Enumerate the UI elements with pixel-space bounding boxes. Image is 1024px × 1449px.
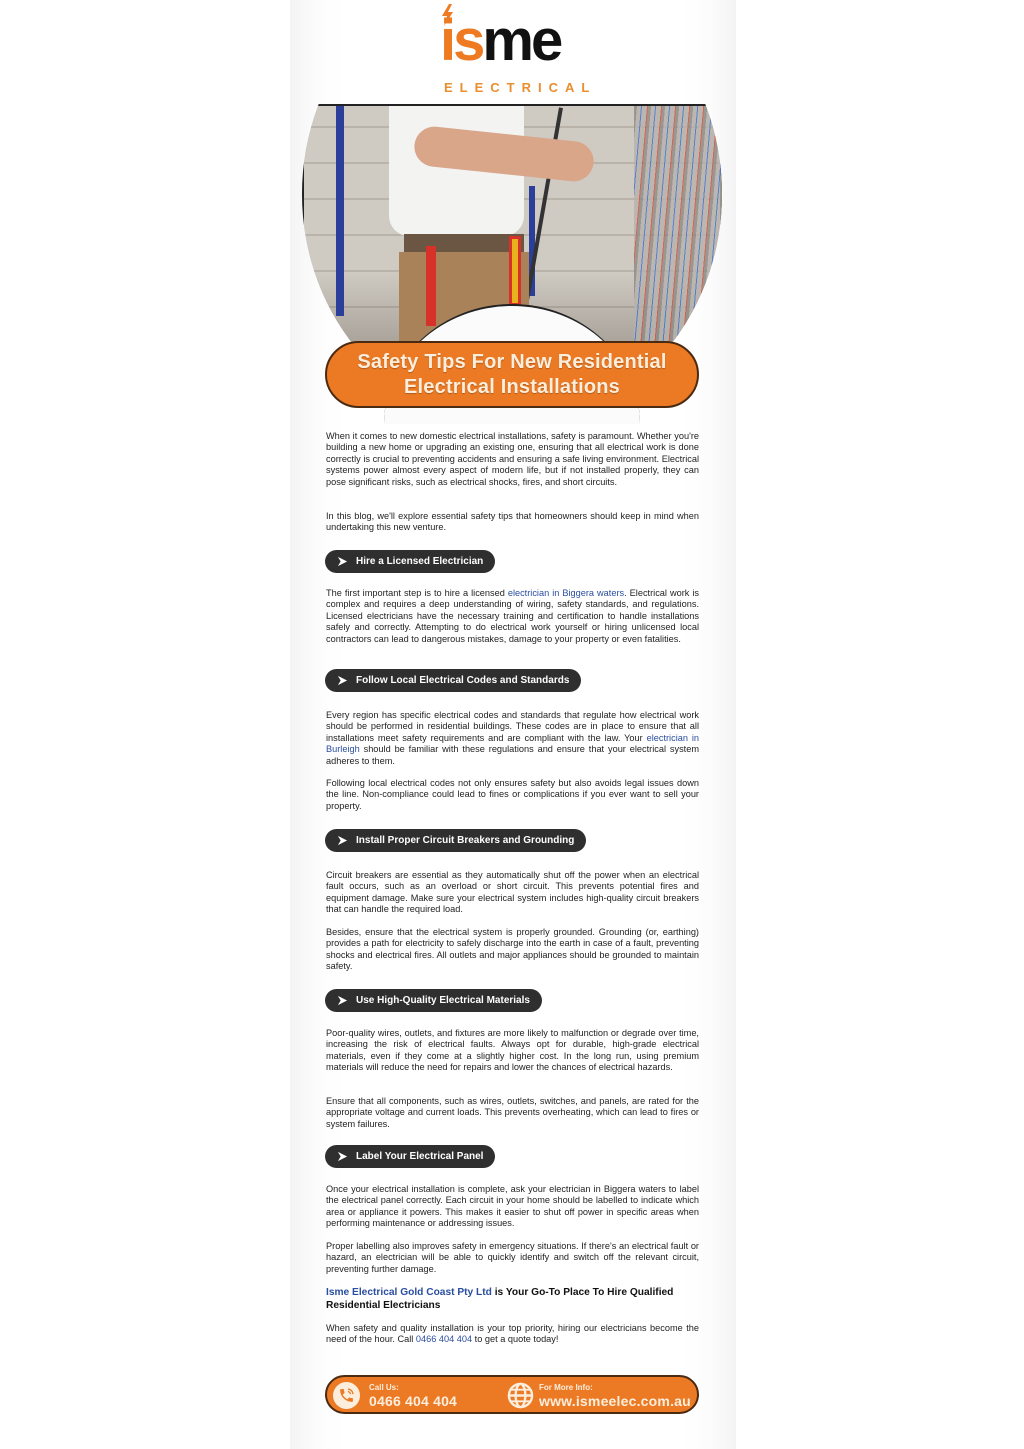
section-3-paragraph-1: Circuit breakers are essential as they automatically shut off the power when an electrical fault occurs, such as an overload or short circuit. This prevents potential fires and equipment damage. Make sure your electrical system includes high-quality circuit breakers that can handle the required load. bbox=[326, 870, 699, 915]
page-title-line-2: Electrical Installations bbox=[404, 375, 620, 398]
page-title-banner bbox=[325, 341, 699, 408]
link-electrician-biggera-waters[interactable]: electrician in Biggera waters bbox=[507, 588, 625, 598]
isme-electrical-logo bbox=[440, 4, 597, 96]
section-heading-circuit-breakers-grounding: Install Proper Circuit Breakers and Grounding bbox=[325, 829, 586, 852]
logo-wordmark: isme bbox=[440, 8, 561, 73]
footer-website-link[interactable]: www.ismeelec.com.au bbox=[539, 1393, 691, 1409]
chevron-right-icon bbox=[337, 1151, 348, 1162]
globe-icon bbox=[507, 1382, 534, 1409]
link-electrician-burleigh[interactable]: electrician in Burleigh bbox=[326, 732, 699, 755]
section-5-paragraph-1: Once your electrical installation is complete, ask your electrician in Biggera waters to label the electrical panel correctly. Each circuit in your home should be labelled to indicate which area or appliance it powers. This makes it easier to shut off power in specific areas when performing maintenance or addressing issues. bbox=[326, 1184, 699, 1229]
section-heading-label-electrical-panel: Label Your Electrical Panel bbox=[325, 1145, 495, 1168]
section-2-paragraph-2: Following local electrical codes not only ensures safety but also avoids legal issues down the line. Non-compliance could lead to fines or complications if you ever want to sell your property. bbox=[326, 778, 699, 811]
section-heading-hire-licensed-electrician: Hire a Licensed Electrician bbox=[325, 550, 495, 573]
section-3-paragraph-2: Besides, ensure that the electrical system is properly grounded. Grounding (or, earthing) provides a path for electricity to safely discharge into the earth in case of a fault, preventing shocks and electrical fires. All outlets and major appliances should be grounded to maintain safety. bbox=[326, 927, 699, 972]
section-5-paragraph-2: Proper labelling also improves safety in emergency situations. If there's an electrical fault or hazard, an electrician will be able to quickly identify and switch off the relevant circuit, preventing further damage. bbox=[326, 1241, 699, 1274]
page-title-line-1: Safety Tips For New Residential bbox=[357, 350, 667, 373]
cta-paragraph: When safety and quality installation is your top priority, hiring our electricians become the need of the hour. Call 0466 404 404 to get a quote today! bbox=[326, 1323, 699, 1345]
call-us-label: Call Us: bbox=[369, 1383, 399, 1392]
hero-image bbox=[302, 104, 722, 344]
phone-icon bbox=[333, 1382, 360, 1409]
cta-heading: Isme Electrical Gold Coast Pty Ltd is Your Go-To Place To Hire Qualified Residential Electricians bbox=[326, 1287, 674, 1311]
more-info-label: For More Info: bbox=[539, 1383, 593, 1392]
footer-phone-link[interactable]: 0466 404 404 bbox=[369, 1393, 458, 1409]
link-phone-number[interactable]: 0466 404 404 bbox=[415, 1334, 473, 1345]
contact-footer-bar bbox=[325, 1375, 699, 1414]
section-heading-high-quality-materials: Use High-Quality Electrical Materials bbox=[325, 989, 542, 1012]
chevron-right-icon bbox=[337, 556, 348, 567]
section-2-paragraph-1: Every region has specific electrical codes and standards that regulate how electrical work should be performed in residential buildings. These codes are in place to ensure that all installations meet safety requirements and are compliant with the law. Your electrician in Burleigh should be familiar with these regulations and ensure that your electrical system adheres to them. bbox=[326, 710, 699, 766]
chevron-right-icon bbox=[337, 675, 348, 686]
intro-paragraph-2: In this blog, we'll explore essential safety tips that homeowners should keep in mind when undertaking this new venture. bbox=[326, 511, 699, 533]
section-4-paragraph-1: Poor-quality wires, outlets, and fixtures are more likely to malfunction or degrade over time, increasing the risk of electrical faults. Always opt for durable, high-grade electrical materials, even if they come at a slightly higher cost. In the long run, using premium materials will reduce the need for repairs and lower the chances of electrical hazards. bbox=[326, 1028, 699, 1073]
link-isme-electrical[interactable]: Isme Electrical Gold Coast Pty Ltd bbox=[326, 1287, 492, 1298]
chevron-right-icon bbox=[337, 995, 348, 1006]
section-4-paragraph-2: Ensure that all components, such as wires, outlets, switches, and panels, are rated for the appropriate voltage and current loads. This prevents overheating, which can lead to fires or system failures. bbox=[326, 1096, 699, 1129]
intro-paragraph-1: When it comes to new domestic electrical installations, safety is paramount. Whether you're building a new home or upgrading an existing one, ensuring that all electrical work is done correctly is crucial to preventing accidents and ensuring a safe living environment. Electrical systems power almost every aspect of modern life, but if not installed properly, they can pose significant risks, such as electrical shocks, fires, and short circuits. bbox=[326, 431, 699, 487]
section-heading-follow-local-codes: Follow Local Electrical Codes and Standards bbox=[325, 669, 581, 692]
section-1-paragraph: The first important step is to hire a licensed electrician in Biggera waters. Electrical work is complex and requires a deep understanding of wiring, safety standards, and regulations. Licensed electricians have the necessary training and certification to handle installations safely and correctly. Attempting to do electrical work yourself or hiring unlicensed local contractors can lead to dangerous mistakes, damage to your property or even fatalities. bbox=[326, 588, 699, 644]
logo-subtitle: ELECTRICAL bbox=[444, 80, 597, 95]
chevron-right-icon bbox=[337, 835, 348, 846]
